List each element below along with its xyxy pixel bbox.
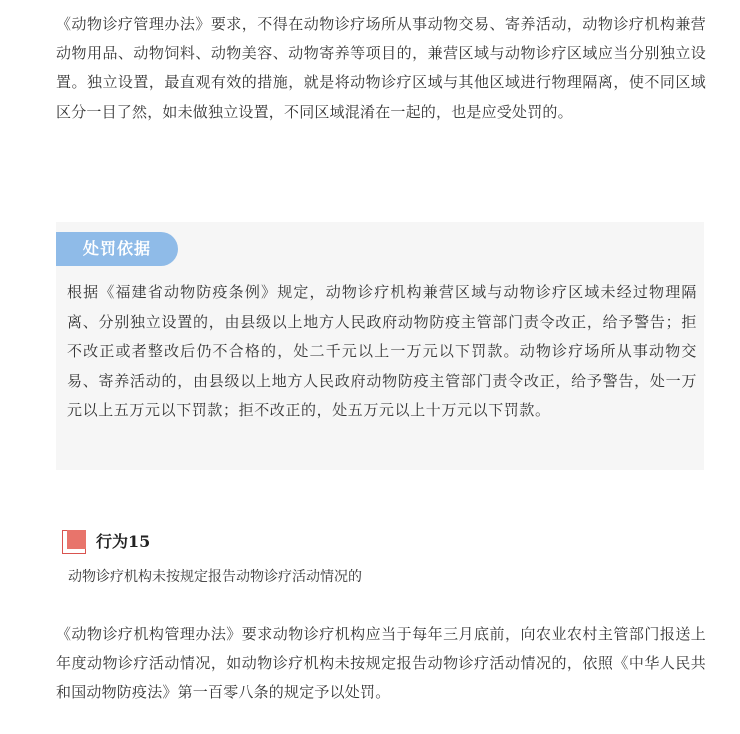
penalty-basis-title: 处罚依据 [82, 239, 151, 258]
penalty-basis-text: 根据《福建省动物防疫条例》规定，动物诊疗机构兼营区域与动物诊疗区域未经过物理隔离、分别独立设置的，由县级以上地方人民政府动物防疫主管部门责令改正，给予警告；拒不改正或者整改后仍不合格的，处二千元以上一万元以下罚款。动物诊疗场所从事动物交易、寄养活动的，由县级以上地方人民政府动物防疫主管部门责令改正，给予警告，处一万元以上五万元以下罚款；拒不改正的，处五万元以上十万元以下罚款。 [67, 283, 697, 420]
penalty-basis-tab [56, 232, 178, 266]
red-square-marker-icon [62, 530, 86, 554]
behavior-paragraph: 《动物诊疗机构管理办法》要求动物诊疗机构应当于每年三月底前，向农业农村主管部门报送上年度动物诊疗活动情况，如动物诊疗机构未按规定报告动物诊疗活动情况的，依照《中华人民共和国动物防疫法》第一百零八条的规定予以处罚。 [56, 625, 706, 702]
intro-paragraph: 《动物诊疗管理办法》要求，不得在动物诊疗场所从事动物交易、寄养活动，动物诊疗机构兼营动物用品、动物饲料、动物美容、动物寄养等项目的，兼营区域与动物诊疗区域应当分别独立设置。独立设置，最直观有效的措施，就是将动物诊疗区域与其他区域进行物理隔离，使不同区域区分一目了然，如未做独立设置，不同区域混淆在一起的，也是应受处罚的。 [56, 15, 706, 121]
behavior-subtitle: 动物诊疗机构未按规定报告动物诊疗活动情况的 [68, 569, 362, 585]
behavior-label: 行为15 [96, 532, 151, 551]
penalty-basis-box [56, 222, 704, 470]
